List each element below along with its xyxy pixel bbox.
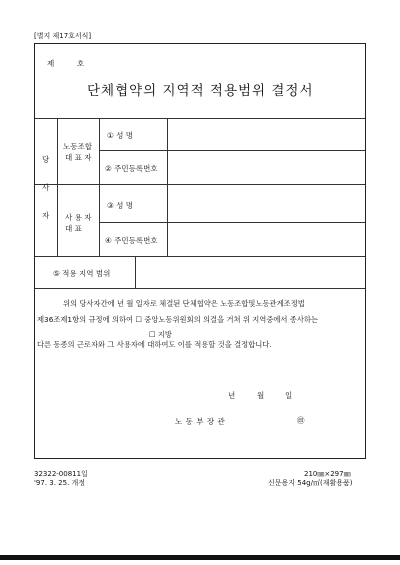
statement-line-1: 위의 당사자간에 년 월 일자로 체결된 단체협약은 노동조합및노동관계조정법 xyxy=(63,299,305,308)
date-month: 월 xyxy=(257,391,265,400)
region-label: ⑤ 적용 지역 범위 xyxy=(53,269,111,278)
rule-group-divider xyxy=(57,118,58,256)
field-label-id-2: ② 주민등록번호 xyxy=(105,164,158,173)
date-day: 일 xyxy=(285,391,293,400)
rule-rep-divider xyxy=(99,118,100,256)
rule-title-bottom xyxy=(35,118,365,119)
footer-code: 32322-00811일 xyxy=(34,470,88,478)
signer-title: 노 동 부 장 관 xyxy=(175,417,226,426)
seal-mark: ㊞ xyxy=(297,416,305,425)
field-label-name-1: ① 성 명 xyxy=(107,131,133,140)
employer-rep-label-2: 대 표 xyxy=(65,224,82,233)
form-number-ho: 호 xyxy=(77,59,85,68)
footer-size: 210㎜×297㎜ xyxy=(304,470,351,478)
footer-revised: '97. 3. 25. 개정 xyxy=(34,479,86,487)
union-rep-label-2: 대 표 자 xyxy=(65,153,92,162)
statement-line-2: 제36조제1항의 규정에 의하여 ☐ 중앙노동위원회의 의결을 거쳐 위 지역중에서 종사하는 xyxy=(37,315,319,324)
field-label-name-3: ③ 성 명 xyxy=(107,201,133,210)
scan-bottom-edge xyxy=(0,555,400,560)
rule-region-bottom xyxy=(35,288,365,289)
form-title: 단체협약의 지역적 적용범위 결정서 xyxy=(87,83,314,99)
rule-parties-bottom xyxy=(35,256,365,257)
rule-employer-mid xyxy=(99,222,365,223)
form-number-je: 제 xyxy=(47,59,55,68)
field-label-id-4: ④ 주민등록번호 xyxy=(105,236,158,245)
date-year: 년 xyxy=(228,391,236,400)
statement-line-3: ☐ 지방 xyxy=(149,330,172,339)
footer-paper: 신문용지 54g/㎡(재활용품) xyxy=(268,479,353,487)
rule-field-divider xyxy=(167,118,168,256)
rule-region-divider xyxy=(135,256,136,288)
group-char-3: 자 xyxy=(42,211,50,220)
employer-rep-label-1: 사 용 자 xyxy=(65,213,92,222)
decision-form xyxy=(34,43,366,459)
rule-union-mid xyxy=(99,150,365,151)
form-header-label: [별지 제17호서식] xyxy=(34,32,92,40)
group-char-2: 사 xyxy=(42,183,50,192)
union-rep-label-1: 노동조합 xyxy=(63,142,92,151)
group-char-1: 당 xyxy=(42,155,50,164)
rule-parties-mid xyxy=(35,184,365,185)
statement-line-4: 다른 동종의 근로자와 그 사용자에 대하여도 이를 적용할 것을 결정합니다. xyxy=(37,340,272,349)
